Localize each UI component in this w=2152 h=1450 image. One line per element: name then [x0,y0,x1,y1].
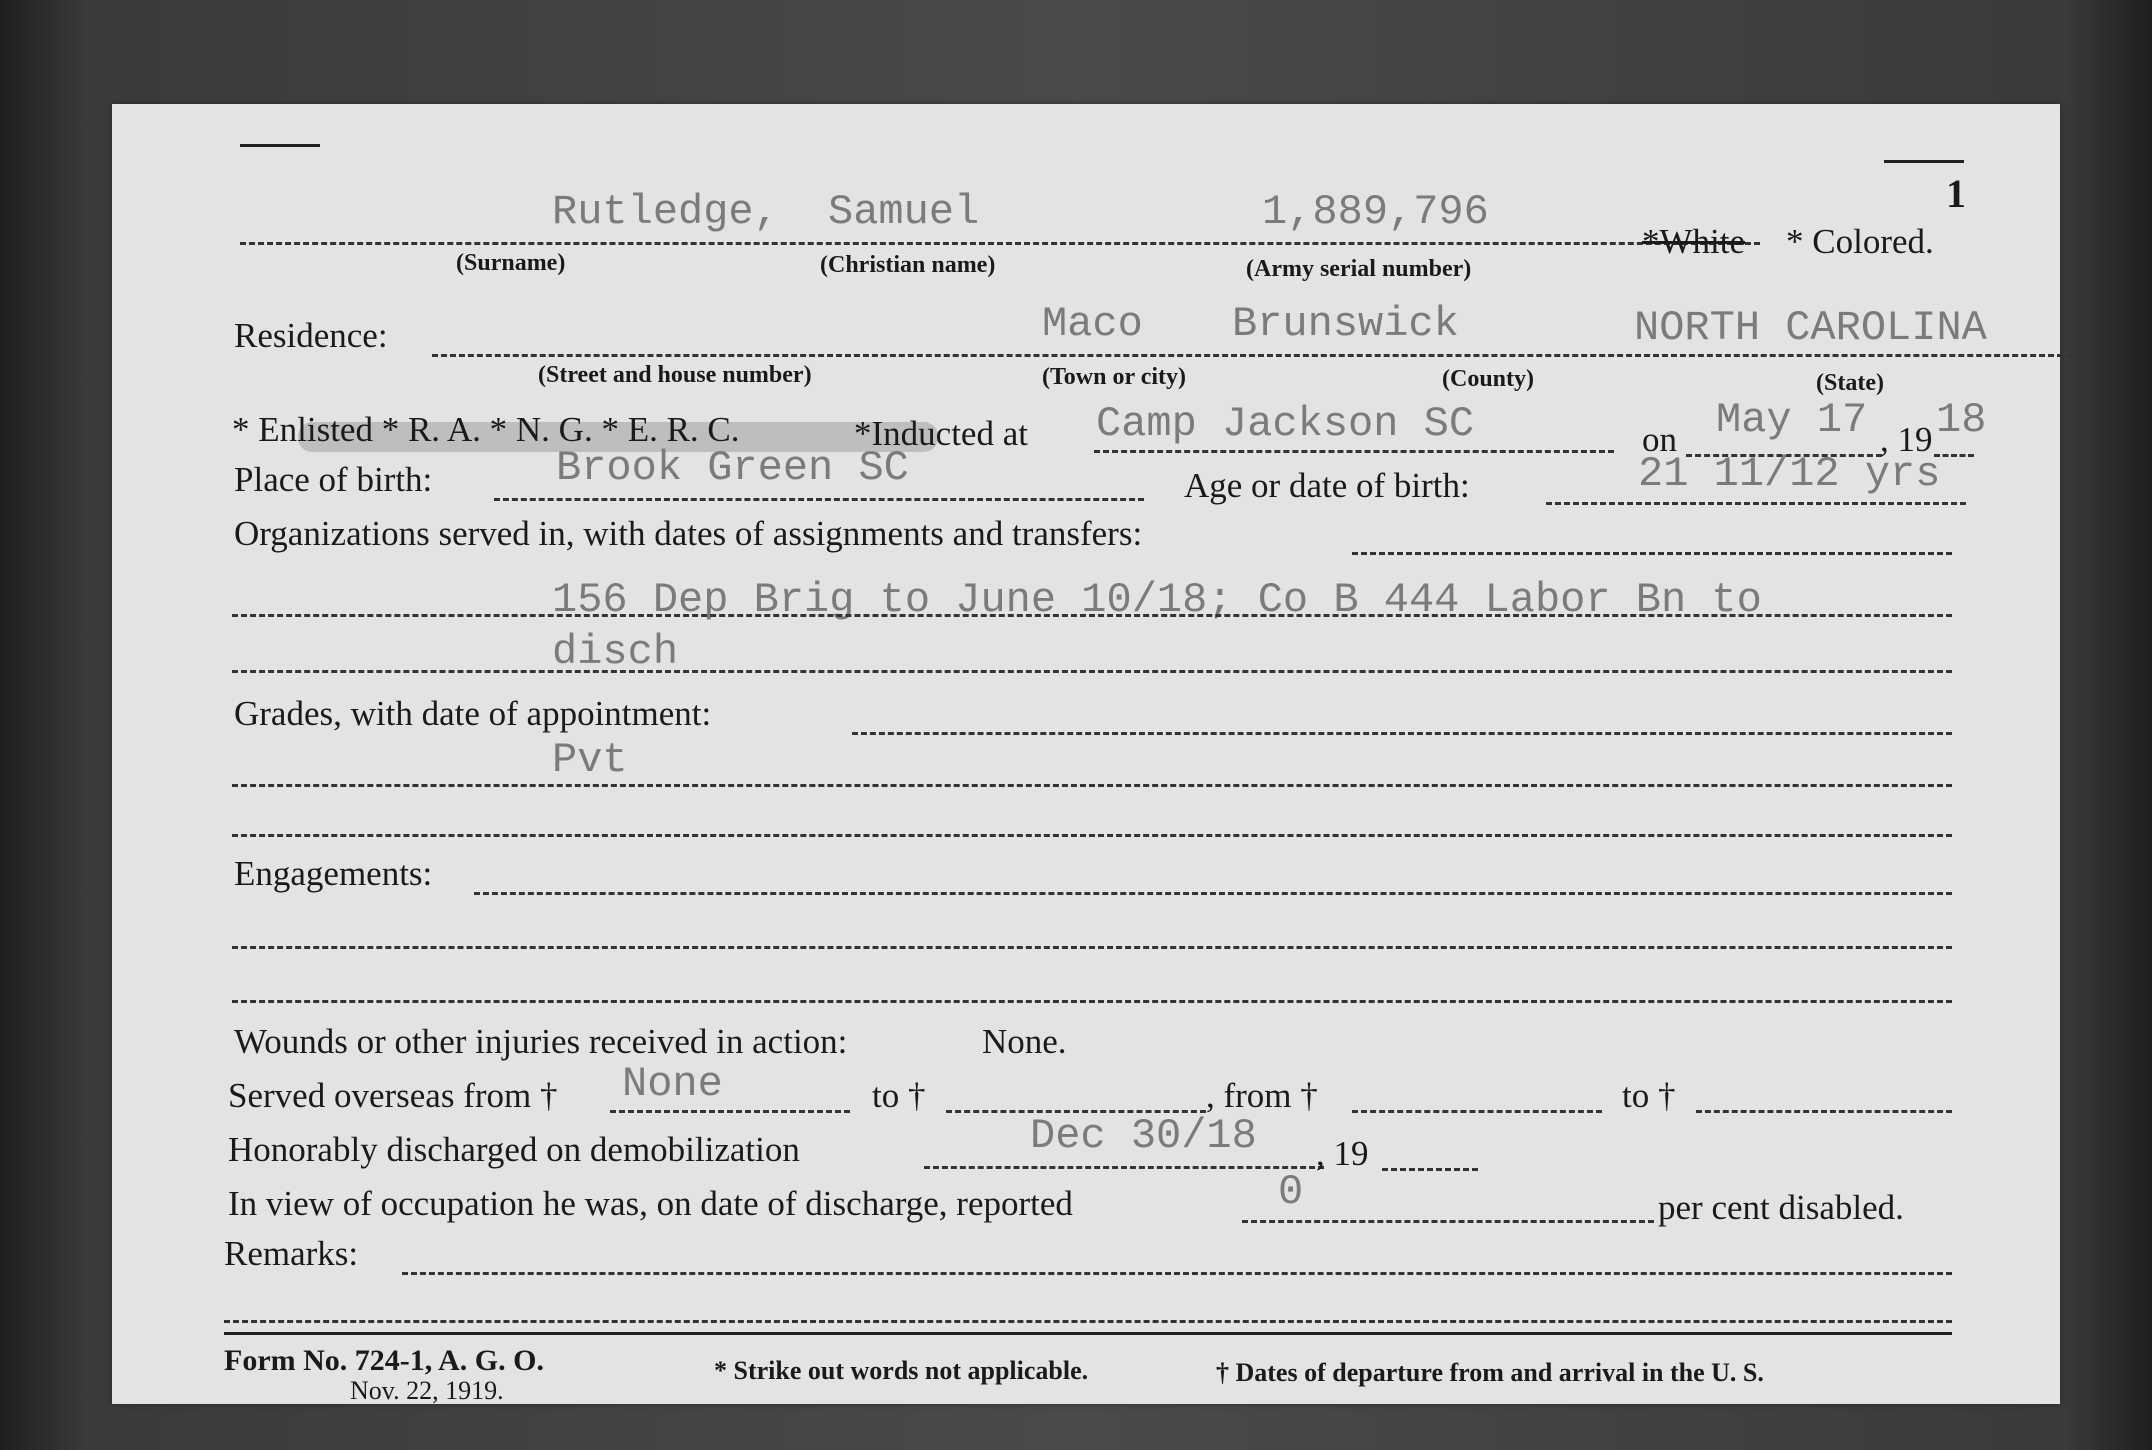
age-value: 21 11/12 yrs [1638,450,1941,498]
overseas-from-line [610,1110,850,1113]
grades-value: Pvt [552,736,628,784]
engagements-label: Engagements: [234,854,433,893]
wounds-value: None. [982,1022,1067,1061]
street-caption: (Street and house number) [538,362,812,388]
disability-value: 0 [1278,1168,1304,1216]
form-date: Nov. 22, 1919. [350,1376,504,1405]
dagger-note: † Dates of departure from and arrival in the U. S. [1216,1358,1764,1387]
organizations-rule2 [232,670,1952,673]
age-line [1546,502,1966,505]
place-of-birth-label: Place of birth: [234,460,433,499]
residence-label: Residence: [234,316,388,355]
grades-label-line [852,732,1952,735]
wounds-label: Wounds or other injuries received in action: [234,1022,848,1061]
place-of-birth-line [494,498,1144,501]
form-number: Form No. 724-1, A. G. O. [224,1344,544,1377]
white-label: *White [1642,222,1746,261]
organizations-line2: disch [552,628,679,676]
residence-line [432,354,2072,357]
christian-name-value: Samuel [828,188,980,236]
organizations-label-line [1352,552,1952,555]
remarks-label: Remarks: [224,1234,359,1273]
remarks-line1 [402,1272,1952,1275]
overseas-to2-label: to † [1622,1076,1676,1115]
disability-label: In view of occupation he was, on date of discharge, reported [228,1184,1073,1223]
discharge-label: Honorably discharged on demobilization [228,1130,800,1169]
surname-value: Rutledge, [552,188,779,236]
colored-label: * Colored. [1786,222,1934,261]
discharge-line [924,1166,1324,1169]
town-value: Maco [1042,300,1143,348]
age-label: Age or date of birth: [1184,466,1470,505]
overseas-from2-label: , from † [1206,1076,1318,1115]
name-line [240,242,1760,245]
place-of-birth-value: Brook Green SC [556,444,909,492]
discharge-year-line [1382,1168,1478,1171]
christian-name-caption: (Christian name) [820,252,996,278]
induction-date-value: May 17 [1716,396,1868,444]
footer-rule [224,1332,1952,1335]
surname-caption: (Surname) [456,250,566,276]
overseas-to2-line [1696,1110,1952,1113]
overseas-from-value: None [622,1060,723,1108]
grades-rule1 [232,784,1952,787]
inducted-line [1094,450,1614,453]
organizations-label: Organizations served in, with dates of assignments and transfers: [234,514,1143,553]
card-number: 1 [1946,171,1966,216]
grades-label: Grades, with date of appointment: [234,694,712,733]
engagements-label-line [474,892,1952,895]
organizations-rule1 [232,614,1952,617]
town-caption: (Town or city) [1042,364,1186,390]
state-caption: (State) [1816,370,1884,396]
serial-number-value: 1,889,796 [1262,188,1489,236]
disability-line [1242,1220,1654,1223]
inducted-place-value: Camp Jackson SC [1096,400,1475,448]
overseas-from-label: Served overseas from † [228,1076,558,1115]
overseas-from2-line [1352,1110,1602,1113]
discharge-value: Dec 30/18 [1030,1112,1257,1160]
service-record-card [112,104,2060,1404]
strike-note: * Strike out words not applicable. [714,1356,1089,1385]
enlisted-options: * Enlisted * R. A. * N. G. * E. R. C. [232,410,740,449]
top-right-rule [1884,160,1964,163]
state-value: NORTH CAROLINA [1634,304,1987,352]
organizations-line1: 156 Dep Brig to June 10/18; Co B 444 Labor Bn to [552,576,1762,624]
discharge-year-prefix: , 19 [1316,1134,1369,1173]
grades-rule2 [232,834,1952,837]
remarks-line2 [224,1320,1952,1323]
county-value: Brunswick [1232,300,1459,348]
disability-suffix: per cent disabled. [1658,1188,1904,1227]
engagements-rule1 [232,946,1952,949]
serial-number-caption: (Army serial number) [1246,256,1472,282]
on-label: on [1642,420,1677,459]
inducted-label: *Inducted at [854,414,1028,453]
engagements-rule2 [232,1000,1952,1003]
overseas-to-label: to † [872,1076,926,1115]
induction-year-value: 18 [1936,396,1987,444]
induction-year-prefix: , 19 [1880,420,1933,459]
top-left-rule [240,144,320,147]
county-caption: (County) [1442,366,1535,392]
